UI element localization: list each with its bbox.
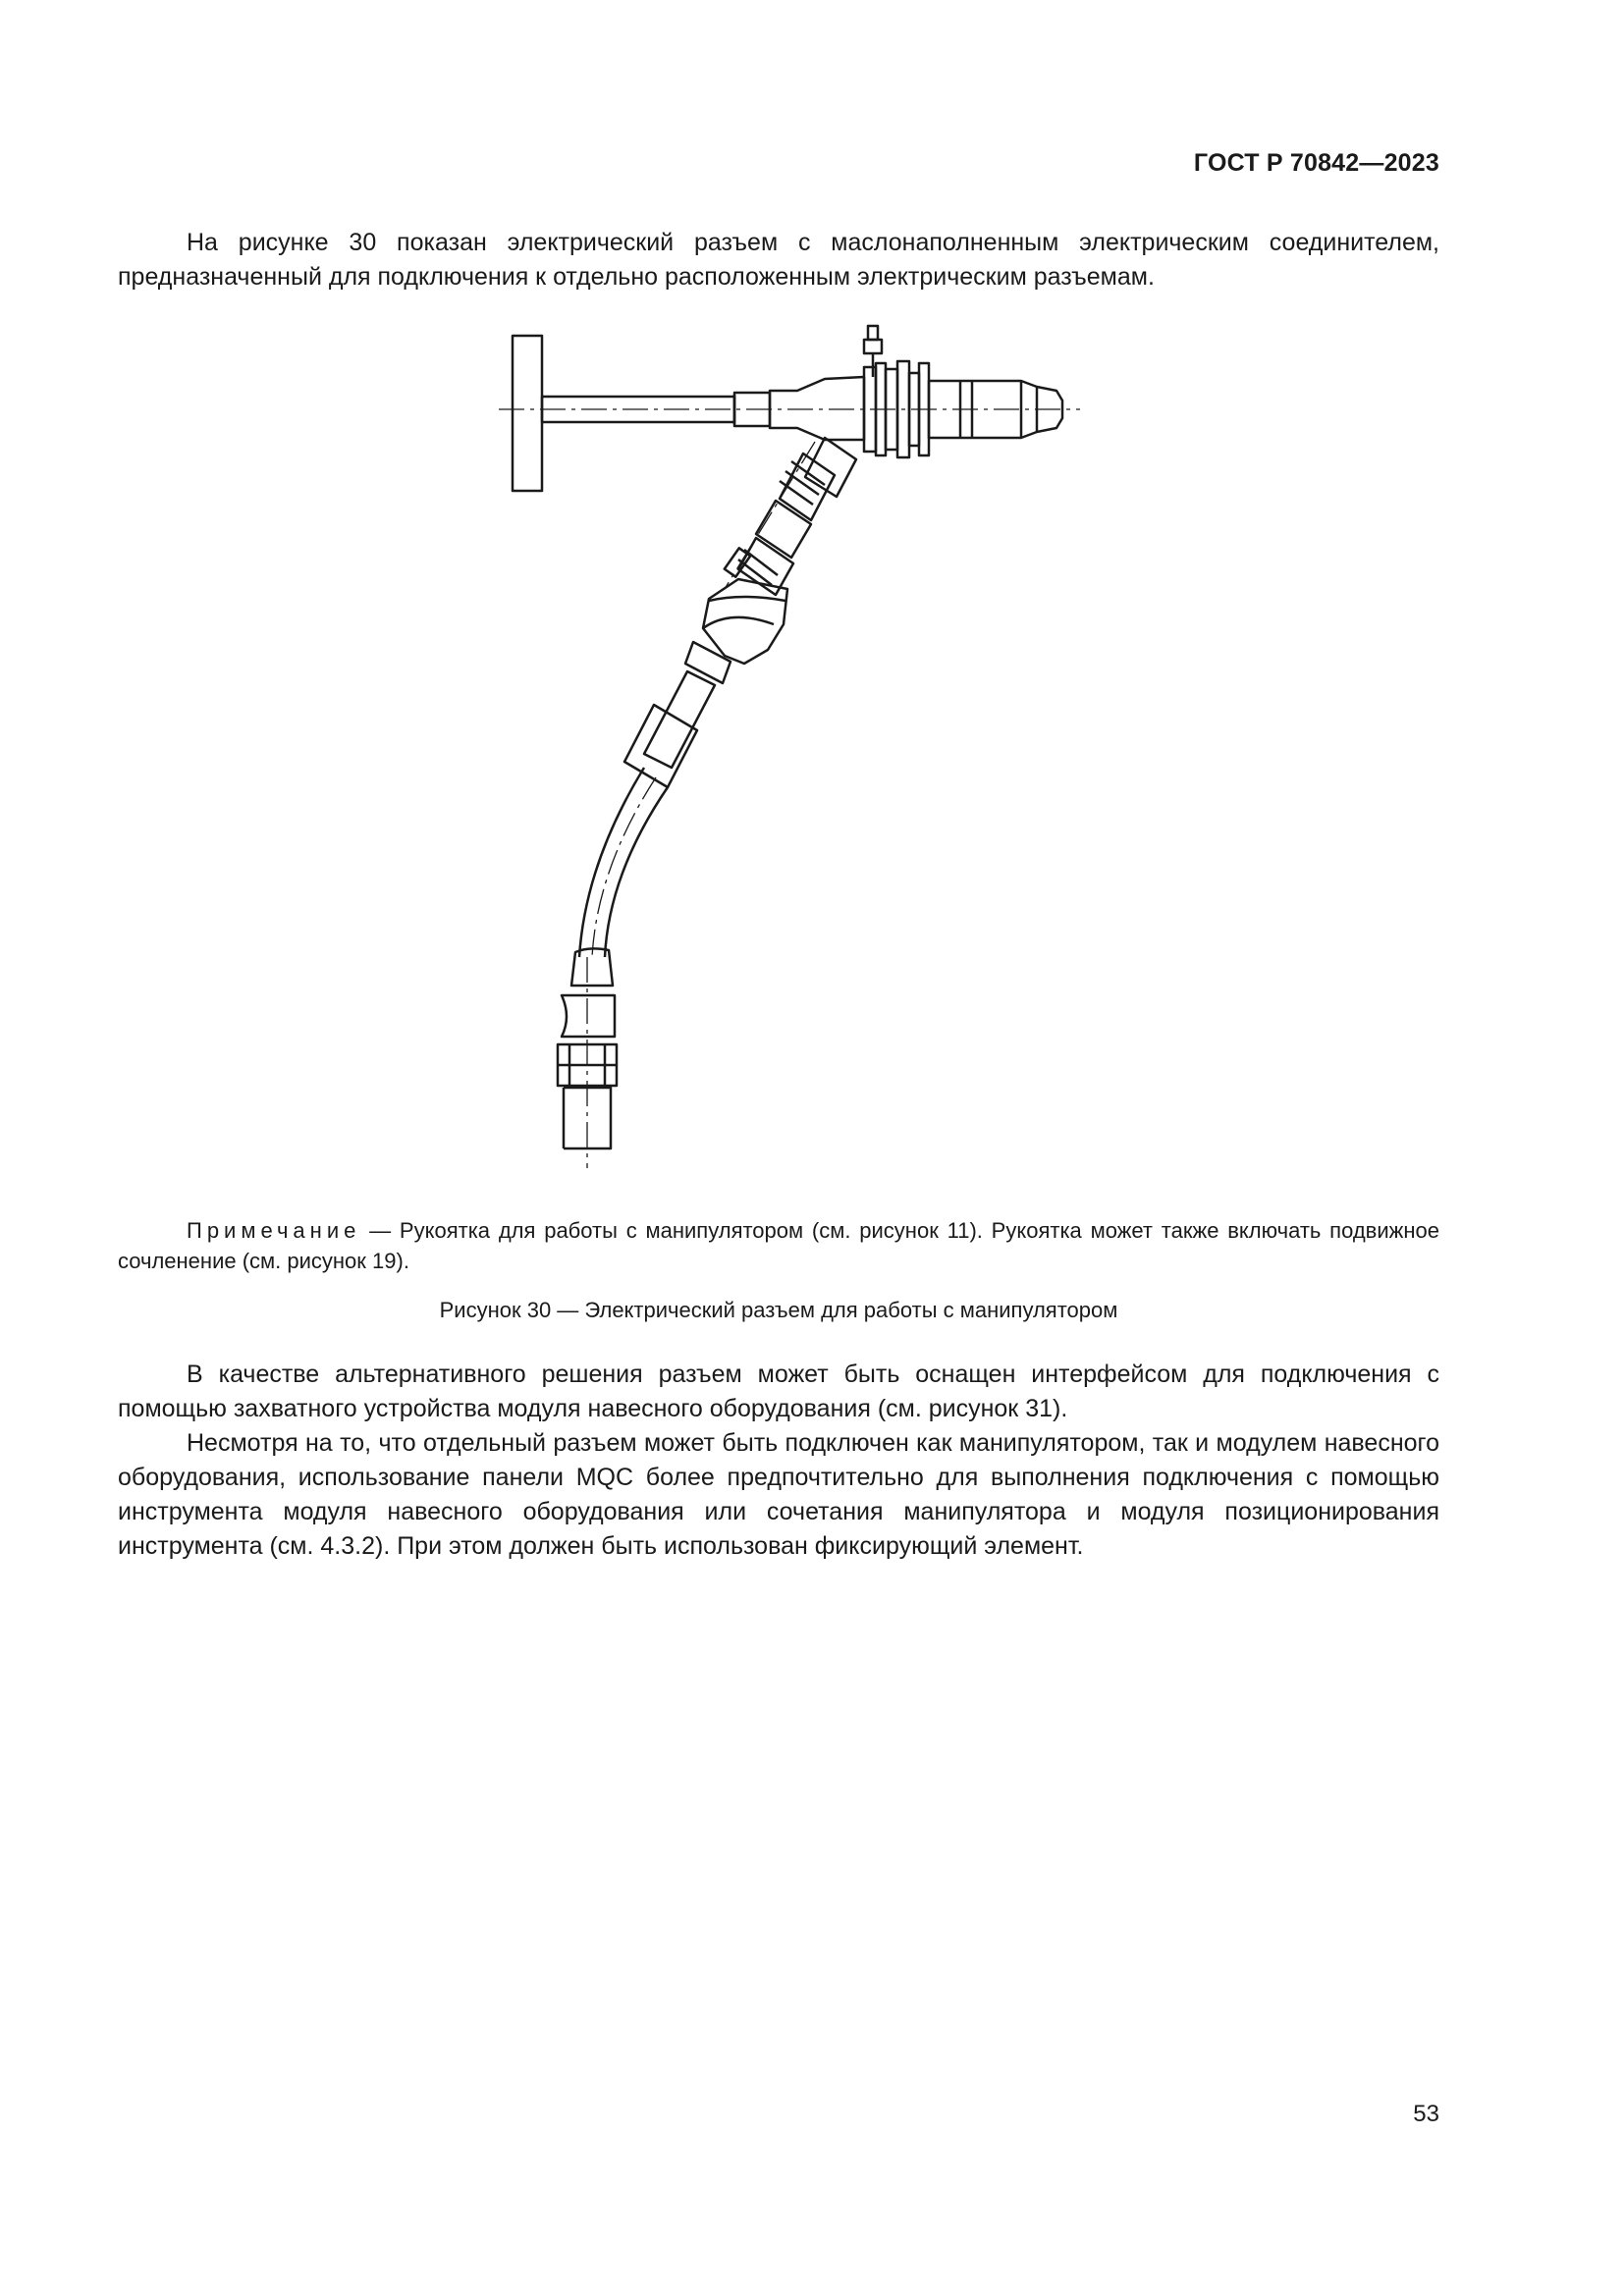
top-pin — [868, 326, 878, 340]
document-header: ГОСТ Р 70842—2023 — [1193, 149, 1439, 177]
body-paragraph-text: В качестве альтернативного решения разъем может быть оснащен интерфейсом для подключения с помощью захватного устройства модуля навесного оборудования (см. рисунок 31). — [118, 1361, 1439, 1422]
body-paragraph — [118, 1426, 1439, 1564]
note-text: — Рукоятка для работы с манипулятором (см. рисунок 11). Рукоятка может также включать подвижное сочленение (см. рисунок 19). — [118, 1218, 1439, 1273]
body-paragraph — [118, 1358, 1439, 1426]
hose — [579, 768, 644, 957]
page-number: 53 — [1413, 2101, 1439, 2127]
connector-body — [770, 377, 864, 440]
intro-paragraph — [118, 226, 1439, 294]
intro-paragraph-text: На рисунке 30 показан электрический разъем с маслонаполненным электрическим соединителем, предназначенный для подключения к отдельно расположенным электрическим разъемам. — [118, 229, 1439, 291]
figure-caption: Рисунок 30 — Электрический разъем для работы с манипулятором — [439, 1298, 1118, 1322]
body-paragraph-text: Несмотря на то, что отдельный разъем может быть подключен как манипулятором, так и модулем навесного оборудования, использование панели MQC более предпочтительно для выполнения подключения с помощью инструмента модуля навесного оборудования или сочетания манипулятора и модуля позиционирования инструмента (см. 4.3.2). При этом должен быть использован фиксирующий элемент. — [118, 1429, 1439, 1560]
note-label: Примечание — [187, 1218, 361, 1243]
hose-sleeve — [685, 642, 731, 683]
connector-drawing — [481, 319, 1090, 1183]
diagonal-coupling — [805, 438, 856, 497]
mounting-flange — [513, 336, 542, 491]
figure-note — [118, 1215, 1439, 1276]
